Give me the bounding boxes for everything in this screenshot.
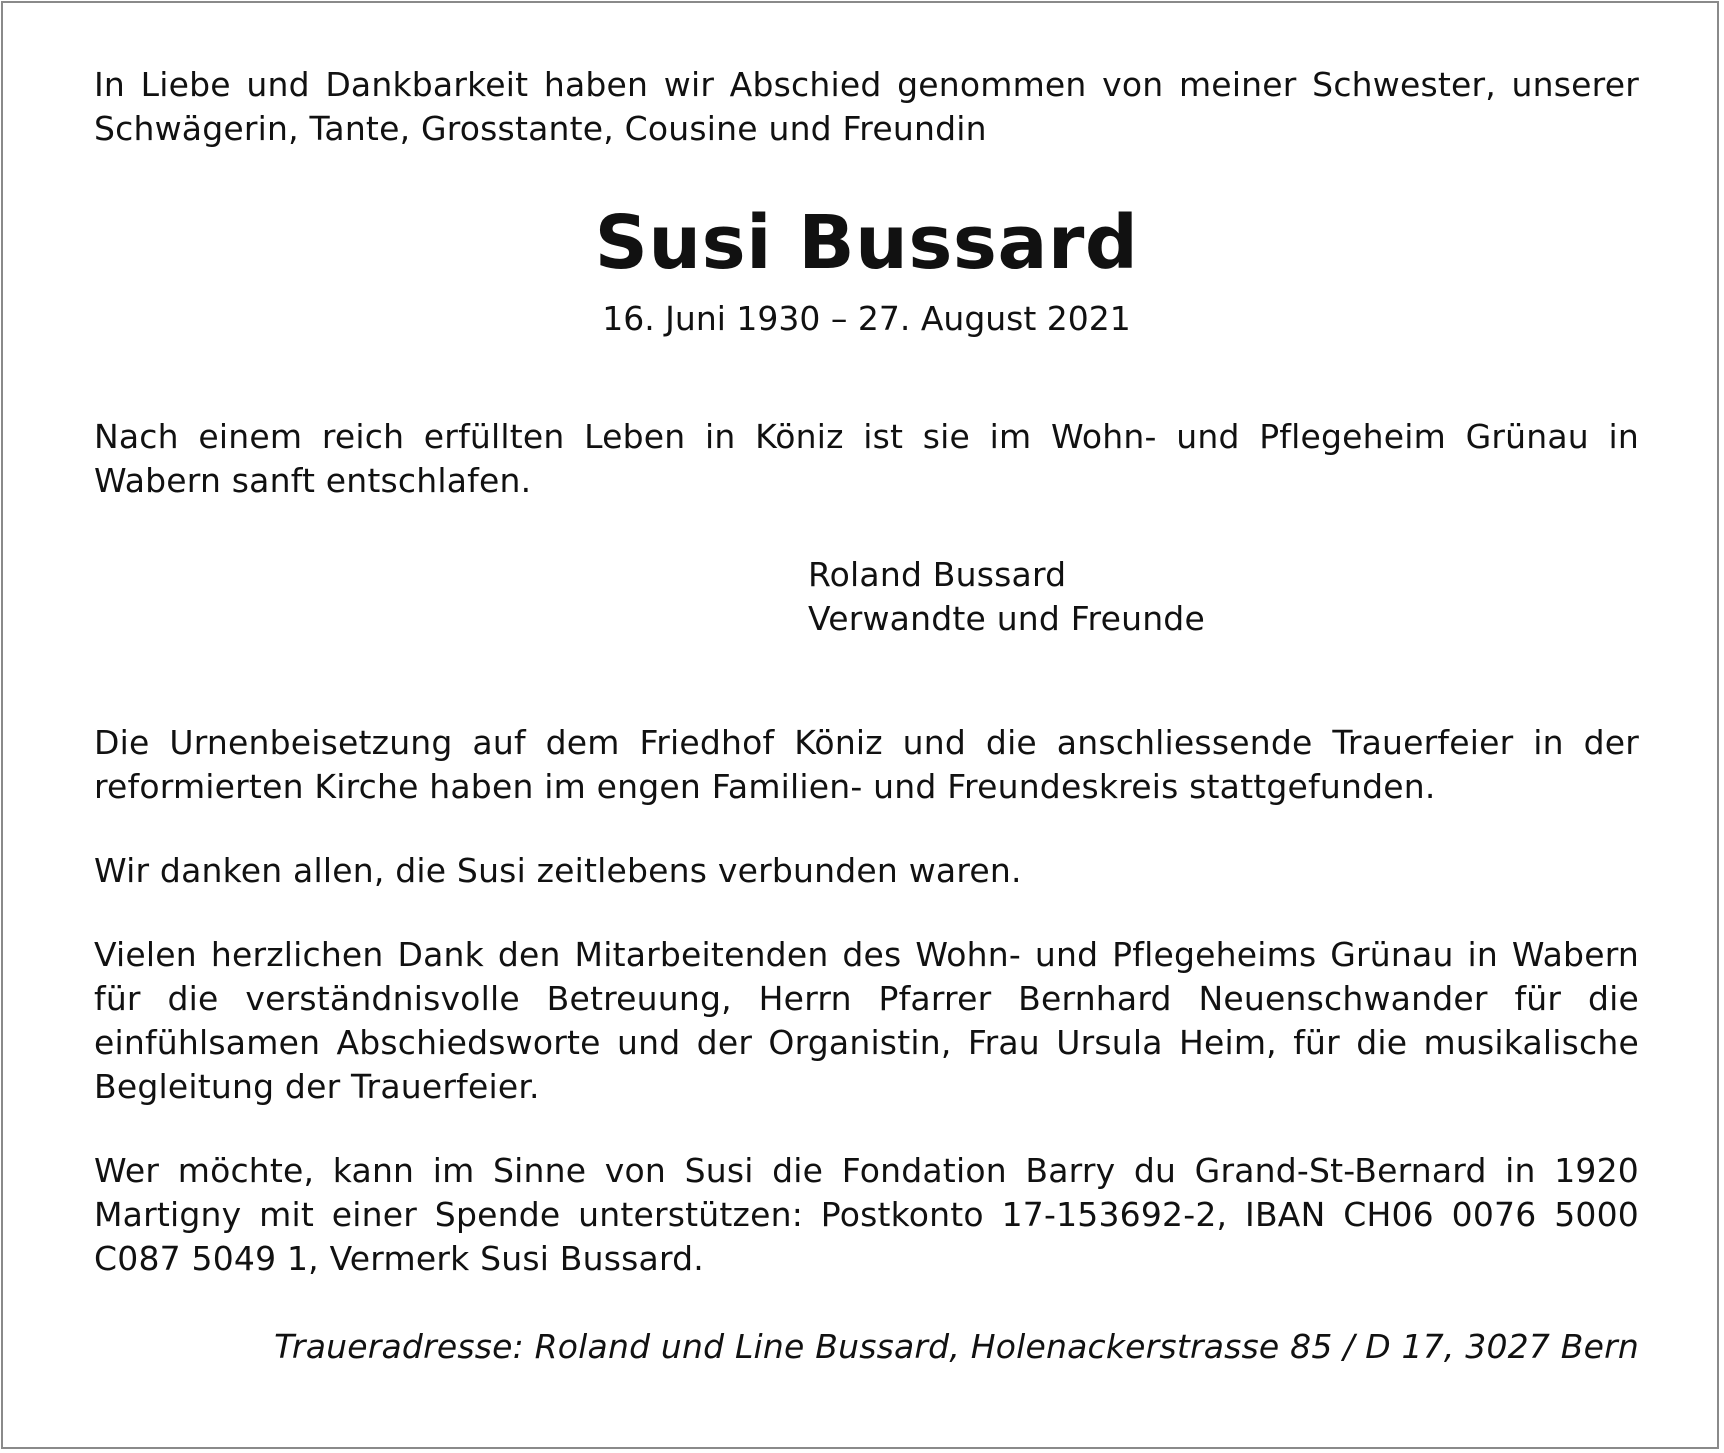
donation-text: Wer möchte, kann im Sinne von Susi die Fondation Barry du Grand-St-Bernard in 1920 Martigny mit einer Spende unterstützen: Postkonto 17-153692-2, IBAN CH06 0076 5000 C087 5049 1, Vermerk Susi Bussard.	[94, 1151, 1639, 1278]
signer-primary: Roland Bussard	[808, 555, 1067, 594]
signers-block	[94, 553, 1639, 641]
thanks-staff-text: Vielen herzlichen Dank den Mitarbeitenden des Wohn- und Pflegeheims Grünau in Wabern für die verständnisvolle Betreuung, Herrn Pfarrer Bernhard Neuenschwander für die einfühlsamen Abschiedsworte und der Organistin, Frau Ursula Heim, für die musikalische Begleitung der Trauerfeier.	[94, 935, 1639, 1106]
thanks-all-text: Wir danken allen, die Susi zeitlebens verbunden waren.	[94, 851, 1022, 890]
obituary-content	[94, 63, 1639, 1369]
mourning-address: Traueradresse: Roland und Line Bussard, Holenackerstrasse 85 / D 17, 3027 Bern	[274, 1327, 1639, 1366]
burial-text: Die Urnenbeisetzung auf dem Friedhof Köniz und die anschliessende Trauerfeier in der reformierten Kirche haben im engen Familien- und Freundeskreis stattgefunden.	[94, 723, 1639, 806]
intro-text: In Liebe und Dankbarkeit haben wir Abschied genommen von meiner Schwester, unserer Schwägerin, Tante, Grosstante, Cousine und Freundin	[94, 65, 1639, 148]
obituary-frame	[1, 1, 1719, 1449]
signer-secondary: Verwandte und Freunde	[808, 599, 1205, 638]
life-text: Nach einem reich erfüllten Leben in Köniz ist sie im Wohn- und Pflegeheim Grünau in Wabern sanft entschlafen.	[94, 417, 1639, 500]
life-dates: 16. Juni 1930 – 27. August 2021	[602, 299, 1131, 338]
deceased-name: Susi Bussard	[594, 200, 1139, 286]
